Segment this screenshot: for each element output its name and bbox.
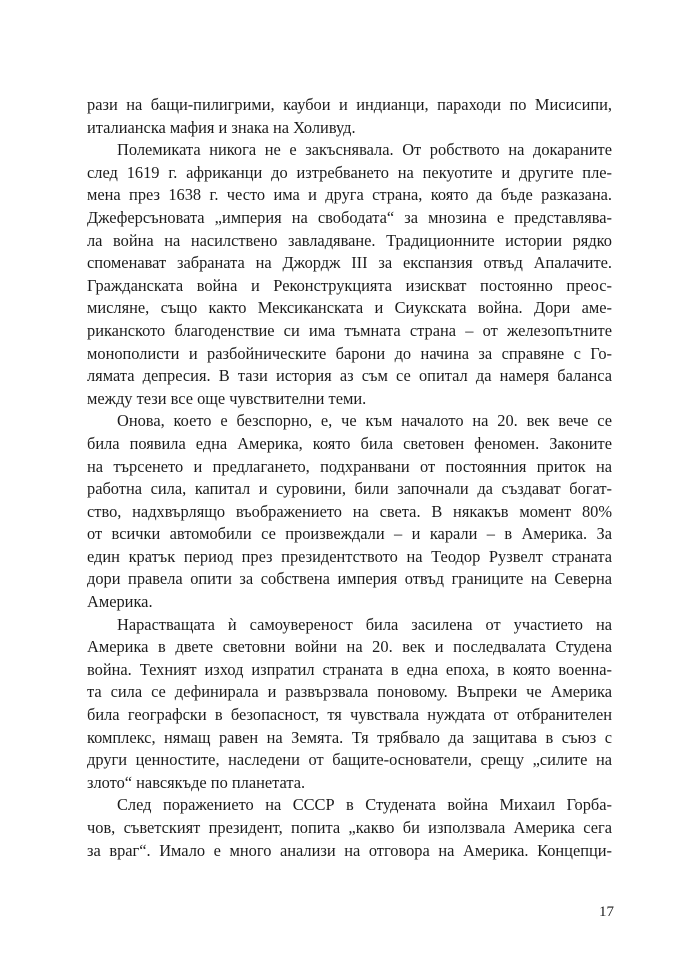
body-text (87, 94, 612, 862)
text-line: между тези все още чувствителни теми. (87, 388, 367, 408)
text-line: монополисти и разбойническите барони до начина за справяне с Го- (87, 343, 612, 363)
text-line: та сила се дефинирала и развързвала поновому. Въпреки че Америка (87, 682, 612, 702)
text-line: Онова, което е безспорно, е, че към началото на 20. век вече се (117, 411, 612, 431)
text-line: Нарастващата ѝ самоувереност била засилена от участието на (117, 614, 612, 634)
text-line: война. Техният изход изпратил страната в една епоха, в която военна- (87, 659, 612, 679)
text-line: била географски в безопасност, тя чувствала нуждата от отбранителен (87, 705, 612, 725)
text-line: лямата депресия. В тази история аз съм се опитал да намеря баланса (87, 366, 612, 386)
text-line: Полемиката никога не е закъснявала. От робството на докараните (117, 140, 612, 160)
text-line: след 1619 г. африканци до изтребването на пекуотите и другите пле- (87, 162, 612, 182)
text-line: комплекс, нямащ равен на Земята. Тя трябвало да защитава в съюз с (87, 727, 612, 747)
text-line: След поражението на СССР в Студената война Михаил Горба- (117, 795, 612, 815)
text-line: Джеферсъновата „империя на свободата“ за мнозина е представлява- (87, 207, 612, 227)
text-line: мисляне, също както Мексиканската и Сиукската война. Дори аме- (87, 298, 612, 318)
text-line: мена през 1638 г. често има и друга страна, която да бъде разказана. (87, 185, 612, 205)
text-line: Америка в двете световни войни на 20. век и последвалата Студена (87, 637, 612, 657)
text-line: чов, съветският президент, попита „какво би използвала Америка сега (87, 818, 612, 837)
text-line: на търсенето и предлагането, подхранвани от постоянния приток на (87, 456, 612, 476)
text-line: един кратък период през президентството на Теодор Рузвелт страната (87, 546, 612, 566)
text-line: рази на бащи-пилигрими, каубои и индианци, параходи по Мисисипи, (87, 95, 612, 114)
text-line: била появила една Америка, която била световен феномен. Законите (87, 433, 612, 453)
text-line: дори правела опити за собствена империя отвъд границите на Северна (87, 569, 612, 589)
text-line: работна сила, капитал и суровини, били започнали да създават богат- (87, 479, 612, 499)
text-line: от всички автомобили се произвеждали – и карали – в Америка. За (87, 524, 612, 544)
text-line: Америка. (87, 592, 153, 612)
text-line: ство, надхвърлящо въображението на света. В някакъв момент 80% (87, 501, 612, 521)
page-number: 17 (599, 904, 614, 920)
text-line: ла война на насилствено завладяване. Традиционните истории рядко (87, 230, 612, 250)
text-line: италианска мафия и знака на Холивуд. (87, 117, 356, 137)
text-line: други ценностите, наследени от бащите-основатели, срещу „силите на (87, 750, 612, 770)
text-line: Гражданската война и Реконструкцията изискват постоянно преос- (87, 275, 612, 295)
text-line: за враг“. Имало е много анализи на отговора на Америка. Концепци- (87, 840, 612, 860)
text-line: споменават забраната на Джордж III за експанзия отвъд Апалачите. (87, 253, 612, 273)
text-line: злото“ навсякъде по планетата. (87, 772, 306, 792)
text-line: риканското благоденствие си има тъмната страна – от железопътните (87, 320, 612, 340)
